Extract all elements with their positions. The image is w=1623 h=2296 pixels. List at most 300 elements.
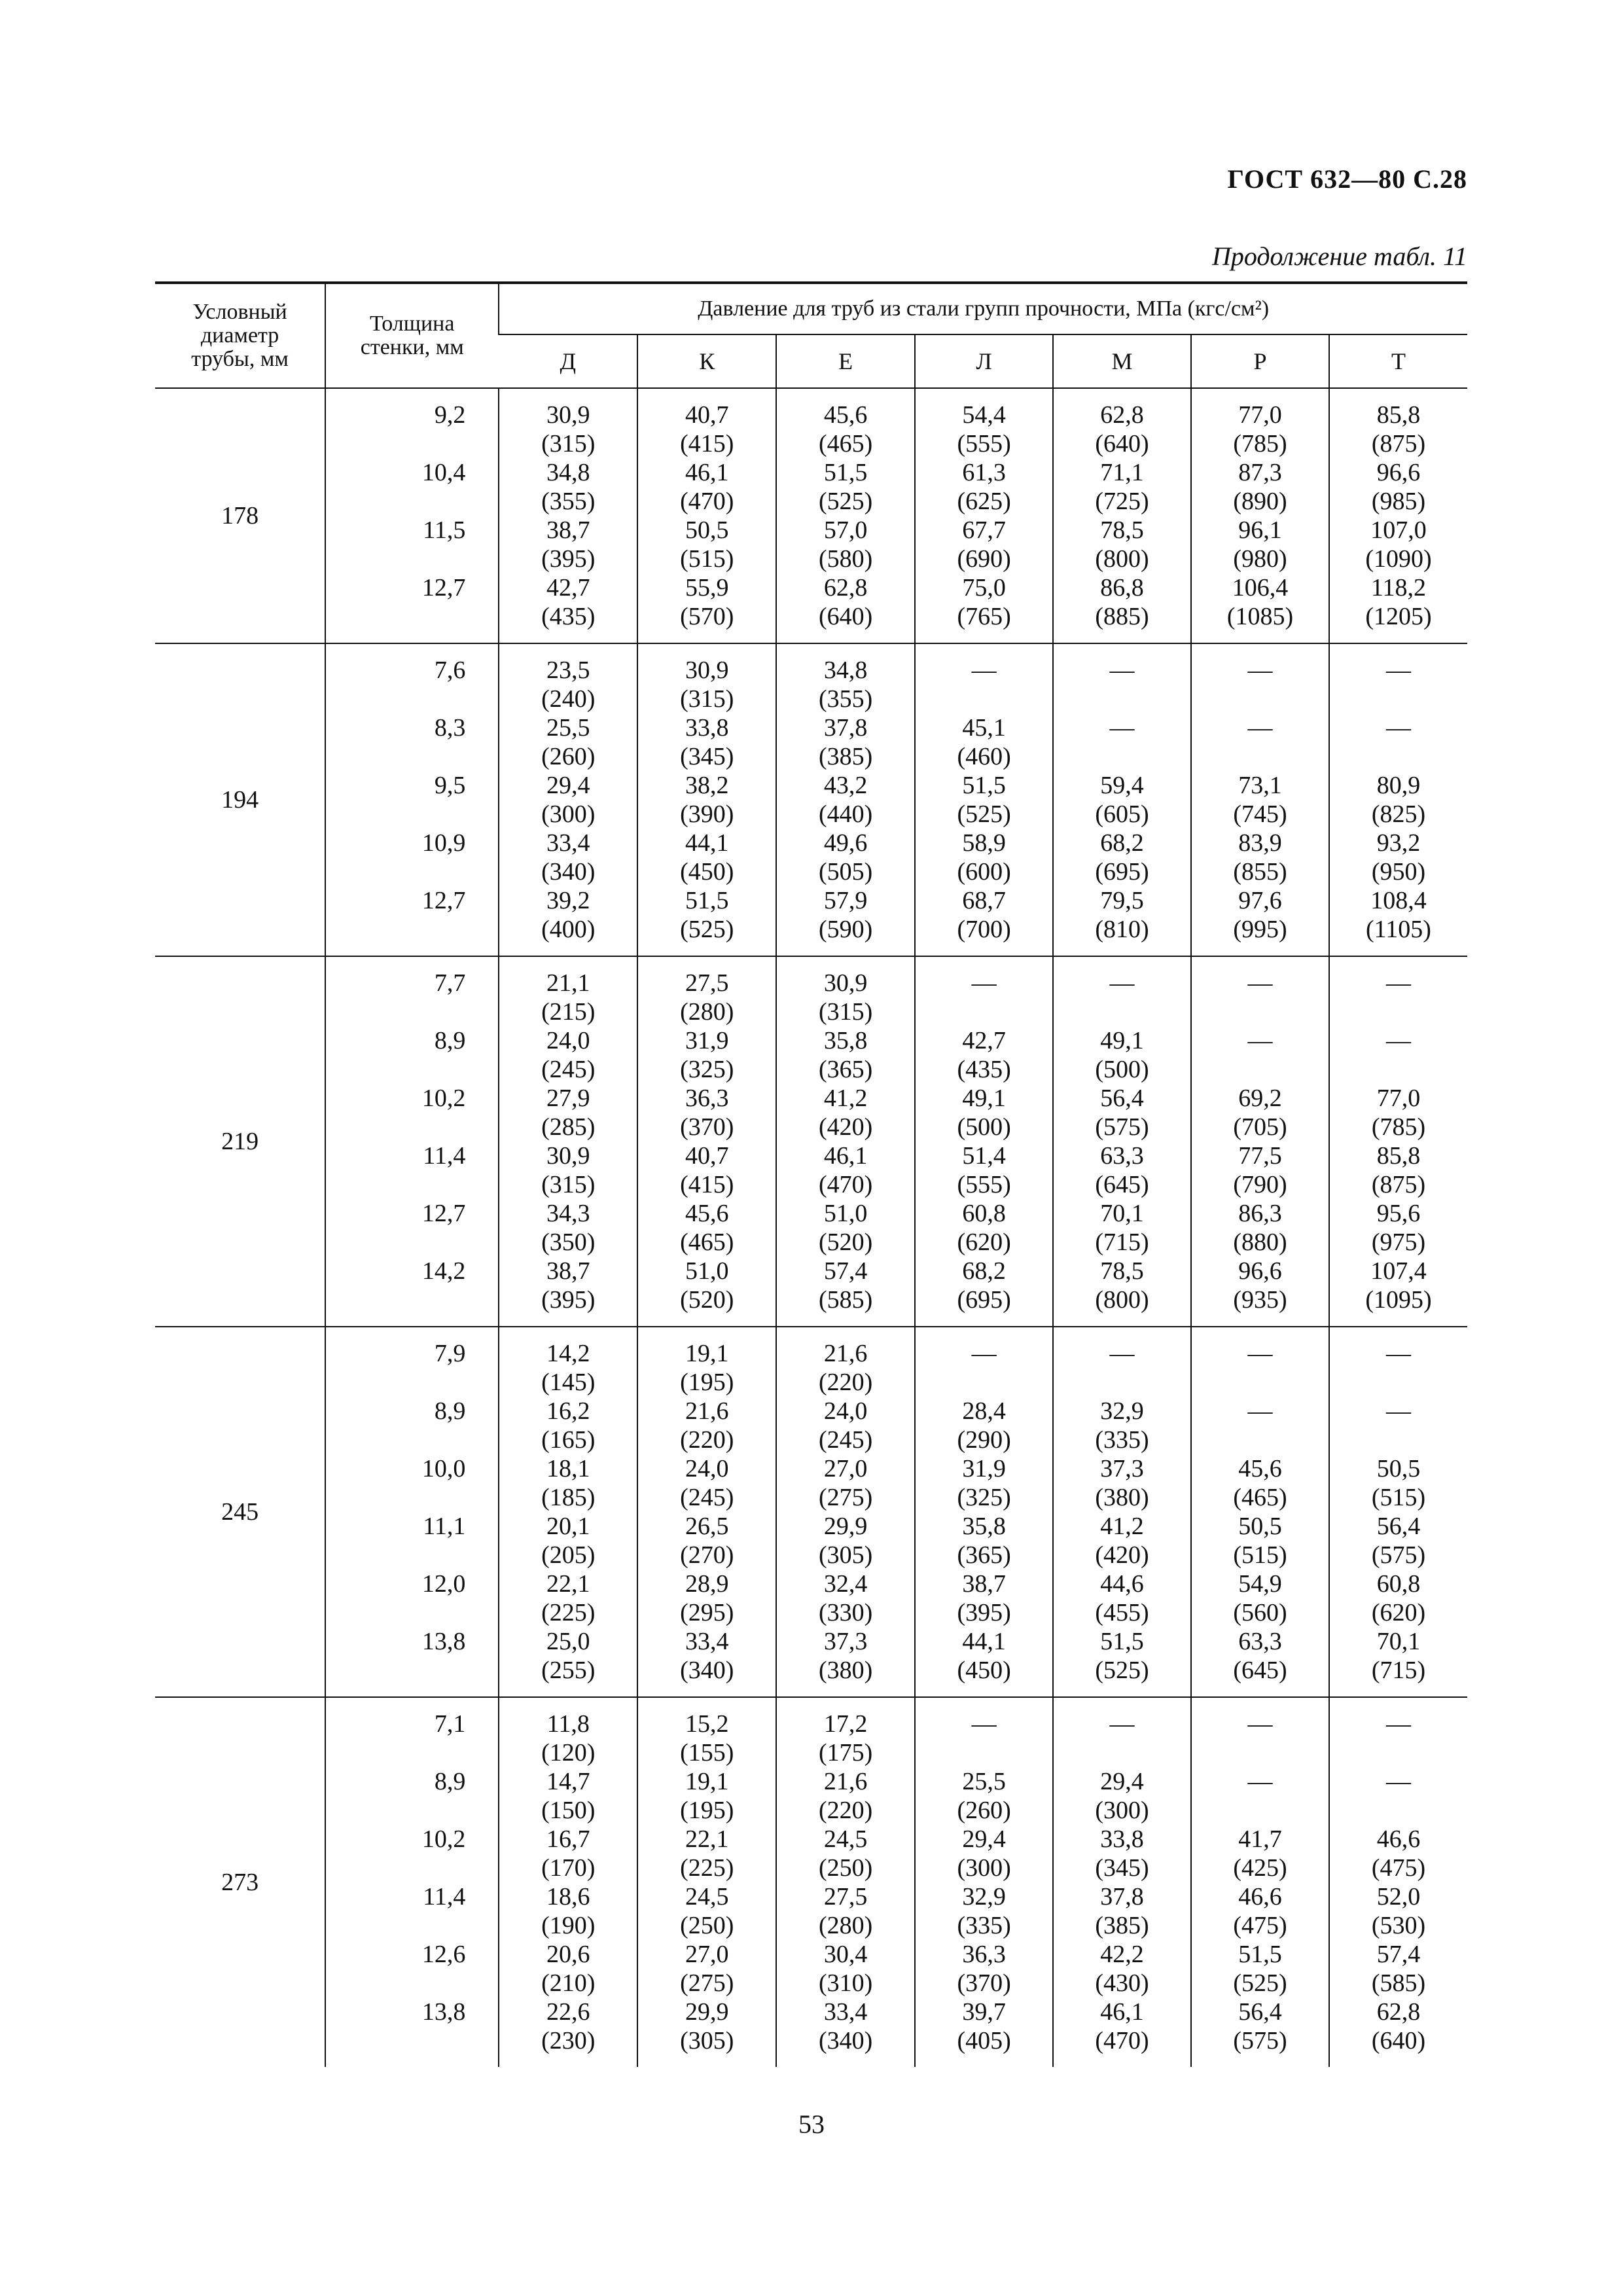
pressure-mpa: — xyxy=(971,1340,997,1367)
pressure-value xyxy=(638,656,776,713)
pressure-mpa: 51,5 xyxy=(1100,1628,1144,1655)
cell-pressure-grade-6 xyxy=(1329,1697,1467,2067)
pressure-kgf: (145) xyxy=(541,1369,596,1396)
pressure-value xyxy=(499,516,637,573)
pressure-value xyxy=(638,1767,776,1825)
cell-pressure-grade-2 xyxy=(776,1327,915,1697)
pressure-value xyxy=(1054,771,1190,829)
cell-pressure-grade-3 xyxy=(915,956,1053,1327)
pressure-mpa: 57,9 xyxy=(823,887,868,914)
pressure-kgf xyxy=(1330,685,1467,713)
pressure-value xyxy=(1054,1397,1190,1454)
header-grade-k: К xyxy=(637,334,776,388)
pressure-value xyxy=(1192,1257,1329,1314)
pressure-value xyxy=(777,1084,914,1141)
pressure-mpa: 46,6 xyxy=(1238,1883,1282,1910)
pressure-mpa: 25,5 xyxy=(962,1768,1006,1795)
pressure-kgf: (555) xyxy=(957,430,1011,457)
pressure-mpa: 68,2 xyxy=(962,1257,1006,1285)
pressure-mpa: — xyxy=(1385,714,1411,742)
pressure-value xyxy=(638,1454,776,1512)
pressure-mpa: 79,5 xyxy=(1100,887,1144,914)
pressure-value xyxy=(1330,1026,1467,1084)
pressure-kgf: (305) xyxy=(680,2027,734,2054)
pressure-kgf: (695) xyxy=(1095,858,1149,886)
pressure-kgf: (300) xyxy=(1095,1797,1149,1824)
pressure-kgf: (230) xyxy=(541,2027,596,2054)
header-grade-l: Л xyxy=(915,334,1053,388)
pressure-value xyxy=(777,656,914,713)
pressure-kgf: (350) xyxy=(541,1229,596,1256)
pressure-mpa: 21,6 xyxy=(685,1397,729,1425)
pressure-mpa: 56,4 xyxy=(1100,1085,1144,1112)
pressure-mpa: 26,5 xyxy=(685,1513,729,1540)
header-grade-t: Т xyxy=(1329,334,1467,388)
pressure-kgf: (300) xyxy=(957,1854,1011,1882)
pressure-value xyxy=(1054,1084,1190,1141)
pressure-kgf: (500) xyxy=(957,1113,1011,1141)
cell-pressure-grade-6 xyxy=(1329,643,1467,956)
pressure-kgf: (395) xyxy=(541,1286,596,1314)
pressure-value xyxy=(916,458,1052,516)
pressure-mpa: 106,4 xyxy=(1232,574,1289,601)
pressure-value xyxy=(638,1882,776,1940)
pressure-kgf: (250) xyxy=(680,1912,734,1939)
pressure-mpa: 29,4 xyxy=(962,1825,1006,1853)
pressure-kgf: (825) xyxy=(1371,800,1426,828)
pressure-value xyxy=(499,1940,637,1998)
pressure-kgf: (390) xyxy=(680,800,734,828)
pressure-kgf: (625) xyxy=(957,488,1011,515)
pressure-value xyxy=(777,969,914,1026)
pressure-mpa: 96,6 xyxy=(1238,1257,1282,1285)
pressure-value xyxy=(916,969,1052,1026)
wall-thickness: 8,9 xyxy=(434,1768,466,1795)
pressure-mpa: — xyxy=(1247,714,1273,742)
wall-thickness: 12,0 xyxy=(421,1570,466,1598)
pressure-mpa: 42,2 xyxy=(1100,1941,1144,1968)
pressure-value xyxy=(1192,1998,1329,2055)
pressure-value xyxy=(638,829,776,886)
pressure-mpa: 45,6 xyxy=(1238,1455,1282,1482)
pressure-kgf: (620) xyxy=(957,1229,1011,1256)
pressure-kgf: (315) xyxy=(541,430,596,457)
pressure-value xyxy=(499,656,637,713)
pressure-kgf: (245) xyxy=(541,1056,596,1083)
pressure-kgf: (300) xyxy=(541,800,596,828)
pressure-kgf: (715) xyxy=(1371,1657,1426,1684)
pressure-mpa: 30,9 xyxy=(546,401,590,429)
pressure-kgf: (435) xyxy=(957,1056,1011,1083)
pressure-kgf: (695) xyxy=(957,1286,1011,1314)
pressure-value xyxy=(1192,1199,1329,1257)
pressure-kgf: (355) xyxy=(819,685,873,713)
pressure-kgf: (430) xyxy=(1095,1969,1149,1997)
pressure-value xyxy=(777,1339,914,1397)
pressure-mpa: — xyxy=(1109,1340,1135,1367)
pressure-value xyxy=(1192,1627,1329,1685)
cell-pressure-grade-1 xyxy=(637,388,776,643)
pressure-kgf: (575) xyxy=(1371,1541,1426,1569)
pressure-kgf: (420) xyxy=(1095,1541,1149,1569)
pressure-mpa: 24,0 xyxy=(823,1397,868,1425)
pressure-mpa: 41,2 xyxy=(1100,1513,1144,1540)
pressure-mpa: 21,6 xyxy=(823,1768,868,1795)
pressure-kgf: (585) xyxy=(819,1286,873,1314)
pressure-mpa: 51,5 xyxy=(823,459,868,486)
pressure-mpa: 51,0 xyxy=(685,1257,729,1285)
pressure-mpa: 27,9 xyxy=(546,1085,590,1112)
pressure-kgf: (150) xyxy=(541,1797,596,1824)
pressure-kgf: (425) xyxy=(1233,1854,1287,1882)
pressure-value xyxy=(777,1141,914,1199)
pressure-kgf: (470) xyxy=(819,1171,873,1198)
pressure-value xyxy=(916,1084,1052,1141)
header-thickness: Толщина стенки, мм xyxy=(325,283,499,388)
pressure-mpa: — xyxy=(971,1710,997,1738)
pressure-value xyxy=(1192,656,1329,713)
pressure-value xyxy=(638,1084,776,1141)
pressure-kgf: (890) xyxy=(1233,488,1287,515)
pressure-value xyxy=(638,713,776,771)
pressure-value xyxy=(1192,829,1329,886)
wall-thickness: 12,7 xyxy=(421,574,466,601)
pressure-value xyxy=(777,1710,914,1767)
pressure-kgf xyxy=(916,997,1052,1026)
pressure-value xyxy=(638,886,776,944)
pressure-kgf: (605) xyxy=(1095,800,1149,828)
pressure-mpa: 22,1 xyxy=(546,1570,590,1598)
pressure-mpa: 44,6 xyxy=(1100,1570,1144,1598)
pressure-mpa: 16,2 xyxy=(546,1397,590,1425)
pressure-kgf: (315) xyxy=(819,998,873,1026)
pressure-kgf: (225) xyxy=(680,1854,734,1882)
pressure-mpa: 41,7 xyxy=(1238,1825,1282,1853)
pressure-value xyxy=(1054,1767,1190,1825)
pressure-mpa: 28,9 xyxy=(685,1570,729,1598)
pressure-value xyxy=(777,401,914,458)
pressure-kgf: (520) xyxy=(819,1229,873,1256)
pressure-value xyxy=(916,1026,1052,1084)
pressure-kgf: (340) xyxy=(541,858,596,886)
wall-thickness: 12,6 xyxy=(421,1941,466,1968)
pressure-mpa: 51,5 xyxy=(962,772,1006,799)
pressure-mpa: 45,6 xyxy=(685,1200,729,1227)
pressure-kgf: (985) xyxy=(1371,488,1426,515)
pressure-value xyxy=(777,1882,914,1940)
pressure-kgf: (525) xyxy=(819,488,873,515)
pressure-kgf: (465) xyxy=(1233,1484,1287,1511)
pressure-kgf: (385) xyxy=(819,743,873,770)
wall-thickness: 12,7 xyxy=(421,1200,466,1227)
pressure-value xyxy=(1192,1454,1329,1512)
pressure-value xyxy=(1330,829,1467,886)
wall-thickness: 7,7 xyxy=(434,969,466,997)
pressure-kgf: (335) xyxy=(1095,1426,1149,1454)
pressure-kgf: (220) xyxy=(819,1797,873,1824)
pressure-value xyxy=(1192,401,1329,458)
pressure-value xyxy=(499,1825,637,1882)
pressure-mpa: 55,9 xyxy=(685,574,729,601)
pressure-value xyxy=(1330,1570,1467,1627)
pressure-kgf: (560) xyxy=(1233,1599,1287,1626)
pressure-mpa: 86,8 xyxy=(1100,574,1144,601)
pressure-mpa: 29,9 xyxy=(823,1513,868,1540)
table-row xyxy=(155,1697,1467,2067)
pressure-value xyxy=(638,1026,776,1084)
cell-pressure-grade-5 xyxy=(1191,1697,1329,2067)
cell-diameter: 219 xyxy=(155,956,325,1327)
pressure-mpa: 85,8 xyxy=(1376,1142,1421,1170)
pressure-mpa: 87,3 xyxy=(1238,459,1282,486)
pressure-value xyxy=(1054,1570,1190,1627)
pressure-value xyxy=(499,1397,637,1454)
wall-thickness: 10,2 xyxy=(421,1825,466,1853)
pressure-kgf: (585) xyxy=(1371,1969,1426,1997)
pressure-kgf: (950) xyxy=(1371,858,1426,886)
cell-pressure-grade-1 xyxy=(637,643,776,956)
pressure-mpa: 45,6 xyxy=(823,401,868,429)
wall-thickness: 9,2 xyxy=(434,401,466,429)
pressure-kgf: (225) xyxy=(541,1599,596,1626)
pressure-kgf xyxy=(1330,742,1467,771)
pressure-value xyxy=(499,1084,637,1141)
pressure-value xyxy=(777,713,914,771)
pressure-kgf: (260) xyxy=(541,743,596,770)
pressure-mpa: 15,2 xyxy=(685,1710,729,1738)
pressure-value xyxy=(1192,1026,1329,1084)
pressure-value xyxy=(916,1257,1052,1314)
cell-pressure-grade-3 xyxy=(915,643,1053,956)
cell-pressure-grade-2 xyxy=(776,643,915,956)
pressure-mpa: 27,0 xyxy=(685,1941,729,1968)
pressure-kgf: (800) xyxy=(1095,545,1149,573)
pressure-value xyxy=(1192,1084,1329,1141)
pressure-mpa: 24,0 xyxy=(546,1027,590,1054)
pressure-kgf xyxy=(1330,1796,1467,1825)
pressure-mpa: 46,1 xyxy=(823,1142,868,1170)
pressure-kgf: (555) xyxy=(957,1171,1011,1198)
pressure-value xyxy=(1330,886,1467,944)
pressure-kgf: (590) xyxy=(819,916,873,943)
pressure-value xyxy=(1192,1767,1329,1825)
pressure-mpa: 57,0 xyxy=(823,516,868,544)
pressure-mpa: — xyxy=(1385,1710,1411,1738)
pressure-kgf: (690) xyxy=(957,545,1011,573)
pressure-kgf: (385) xyxy=(1095,1912,1149,1939)
pressure-value xyxy=(777,1940,914,1998)
pressure-kgf: (570) xyxy=(680,603,734,630)
pressure-mpa: 34,8 xyxy=(546,459,590,486)
pressure-value xyxy=(1192,1397,1329,1454)
pressure-mpa: 29,9 xyxy=(685,1998,729,2026)
pressure-value xyxy=(916,573,1052,631)
pressure-mpa: — xyxy=(1247,656,1273,684)
pressure-mpa: 51,5 xyxy=(1238,1941,1282,1968)
cell-diameter: 194 xyxy=(155,643,325,956)
pressure-kgf: (345) xyxy=(1095,1854,1149,1882)
pressure-kgf: (405) xyxy=(957,2027,1011,2054)
pressure-value xyxy=(916,1397,1052,1454)
pressure-kgf: (520) xyxy=(680,1286,734,1314)
pressure-mpa: 77,0 xyxy=(1238,401,1282,429)
pressure-kgf: (280) xyxy=(680,998,734,1026)
pressure-value xyxy=(499,1454,637,1512)
cell-pressure-grade-6 xyxy=(1329,388,1467,643)
pressure-kgf xyxy=(1330,997,1467,1026)
pressure-mpa: 33,4 xyxy=(823,1998,868,2026)
pressure-mpa: 46,1 xyxy=(1100,1998,1144,2026)
pressure-mpa: 32,4 xyxy=(823,1570,868,1598)
pressure-kgf: (295) xyxy=(680,1599,734,1626)
pressure-value xyxy=(1330,1084,1467,1141)
pressure-mpa: — xyxy=(1247,1768,1273,1795)
pressure-value xyxy=(638,1570,776,1627)
pressure-value xyxy=(499,1570,637,1627)
pressure-mpa: 27,0 xyxy=(823,1455,868,1482)
pressure-kgf: (195) xyxy=(680,1797,734,1824)
header-grade-e: Е xyxy=(776,334,915,388)
pressure-value xyxy=(499,401,637,458)
pressure-kgf: (340) xyxy=(680,1657,734,1684)
pressure-value xyxy=(916,771,1052,829)
pressure-kgf: (640) xyxy=(1095,430,1149,457)
pressure-mpa: 21,1 xyxy=(546,969,590,997)
pressure-mpa: — xyxy=(1109,656,1135,684)
pressure-kgf: (800) xyxy=(1095,1286,1149,1314)
pressure-value xyxy=(499,969,637,1026)
pressure-mpa: 107,0 xyxy=(1370,516,1427,544)
pressure-value xyxy=(916,1199,1052,1257)
pressure-kgf: (190) xyxy=(541,1912,596,1939)
pressure-value xyxy=(916,886,1052,944)
table-row xyxy=(155,1327,1467,1697)
pressure-kgf: (255) xyxy=(541,1657,596,1684)
pressure-kgf: (415) xyxy=(680,1171,734,1198)
wall-thickness: 11,5 xyxy=(423,516,466,544)
pressure-value xyxy=(1192,1882,1329,1940)
pressure-value xyxy=(1054,1627,1190,1685)
pressure-kgf: (715) xyxy=(1095,1229,1149,1256)
pressure-value xyxy=(1054,516,1190,573)
pressure-mpa: 60,8 xyxy=(1376,1570,1421,1598)
pressure-mpa: 40,7 xyxy=(685,401,729,429)
pressure-kgf: (505) xyxy=(819,858,873,886)
pressure-mpa: 42,7 xyxy=(962,1027,1006,1054)
pressure-kgf: (175) xyxy=(819,1739,873,1767)
pressure-mpa: 85,8 xyxy=(1376,401,1421,429)
pressure-kgf: (415) xyxy=(680,430,734,457)
pressure-value xyxy=(1192,969,1329,1026)
pressure-kgf: (465) xyxy=(680,1229,734,1256)
pressure-mpa: 46,6 xyxy=(1376,1825,1421,1853)
pressure-mpa: 51,5 xyxy=(685,887,729,914)
cell-pressure-grade-4 xyxy=(1053,1697,1191,2067)
pressure-kgf: (280) xyxy=(819,1912,873,1939)
cell-diameter: 178 xyxy=(221,502,259,529)
pressure-kgf: (365) xyxy=(957,1541,1011,1569)
pressure-mpa: 63,3 xyxy=(1238,1628,1282,1655)
pressure-value xyxy=(777,1199,914,1257)
pressure-value xyxy=(638,458,776,516)
pressure-mpa: — xyxy=(971,656,997,684)
pressure-mpa: 59,4 xyxy=(1100,772,1144,799)
pressure-kgf: (1205) xyxy=(1365,603,1432,630)
pressure-value xyxy=(638,1339,776,1397)
pressure-kgf: (290) xyxy=(957,1426,1011,1454)
pressure-kgf: (310) xyxy=(819,1969,873,1997)
pressure-mpa: — xyxy=(1385,1397,1411,1425)
pressure-mpa: 35,8 xyxy=(962,1513,1006,1540)
pressure-value xyxy=(916,1940,1052,1998)
cell-pressure-grade-5 xyxy=(1191,643,1329,956)
pressure-mpa: 77,0 xyxy=(1376,1085,1421,1112)
pressure-mpa: 93,2 xyxy=(1376,829,1421,857)
pressure-kgf: (275) xyxy=(680,1969,734,1997)
pressure-value xyxy=(499,713,637,771)
pressure-value xyxy=(638,969,776,1026)
pressure-mpa: — xyxy=(1247,1340,1273,1367)
pressure-mpa: 32,9 xyxy=(962,1883,1006,1910)
pressure-value xyxy=(1054,1141,1190,1199)
pressure-value xyxy=(1330,713,1467,771)
pressure-mpa: 33,8 xyxy=(685,714,729,742)
pressure-value xyxy=(1054,1512,1190,1570)
pressure-mpa: 83,9 xyxy=(1238,829,1282,857)
pressure-value xyxy=(1330,1454,1467,1512)
pressure-mpa: 30,9 xyxy=(546,1142,590,1170)
pressure-value xyxy=(1054,1454,1190,1512)
pressure-kgf: (765) xyxy=(957,603,1011,630)
wall-thickness: 7,9 xyxy=(434,1340,466,1367)
pressure-mpa: 29,4 xyxy=(546,772,590,799)
pressure-kgf: (745) xyxy=(1233,800,1287,828)
pressure-value xyxy=(916,1882,1052,1940)
cell-pressure-grade-1 xyxy=(637,1327,776,1697)
table-body xyxy=(155,388,1467,2067)
table-row xyxy=(155,388,1467,643)
wall-thickness: 13,8 xyxy=(421,1628,466,1655)
pressure-mpa: 51,4 xyxy=(962,1142,1006,1170)
pressure-kgf: (885) xyxy=(1095,603,1149,630)
pressure-kgf: (220) xyxy=(680,1426,734,1454)
pressure-mpa: 25,5 xyxy=(546,714,590,742)
cell-pressure-grade-0 xyxy=(499,1697,637,2067)
pressure-mpa: 95,6 xyxy=(1376,1200,1421,1227)
wall-thickness: 11,4 xyxy=(423,1142,466,1170)
pressure-value xyxy=(777,771,914,829)
pressure-kgf: (620) xyxy=(1371,1599,1426,1626)
pressure-kgf: (470) xyxy=(680,488,734,515)
pressure-mpa: 56,4 xyxy=(1238,1998,1282,2026)
pressure-value xyxy=(1054,829,1190,886)
pressure-mpa: 97,6 xyxy=(1238,887,1282,914)
pressure-value xyxy=(499,1512,637,1570)
pressure-mpa: 30,4 xyxy=(823,1941,868,1968)
pressure-kgf: (435) xyxy=(541,603,596,630)
pressure-value xyxy=(777,1257,914,1314)
pressure-value xyxy=(1192,1141,1329,1199)
pressure-mpa: 49,1 xyxy=(962,1085,1006,1112)
pressure-kgf xyxy=(1330,1055,1467,1084)
wall-thickness: 10,0 xyxy=(421,1455,466,1482)
pressure-value xyxy=(916,713,1052,771)
pressure-mpa: 108,4 xyxy=(1370,887,1427,914)
wall-thickness: 11,4 xyxy=(423,1883,466,1910)
pressure-value xyxy=(638,401,776,458)
pressure-value xyxy=(1330,1257,1467,1314)
pressure-kgf: (285) xyxy=(541,1113,596,1141)
